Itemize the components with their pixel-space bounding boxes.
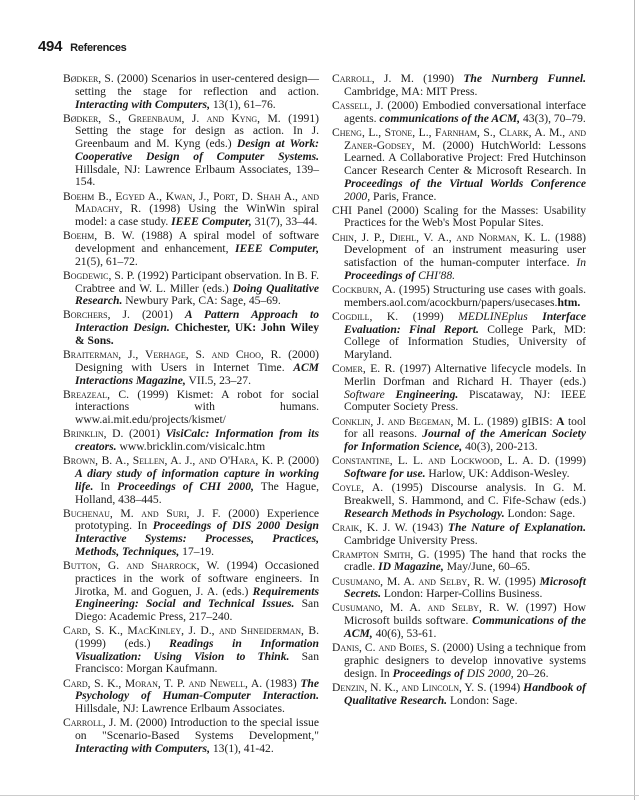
reference-text: , R. (2000) Designing with Users in Internet Time. xyxy=(75,348,319,374)
reference-title: Proceedings of CHI 2000, xyxy=(117,479,254,493)
scan-edge-bottom xyxy=(0,795,639,796)
reference-text: 13(1), 61–76. xyxy=(209,97,276,111)
reference-entry xyxy=(63,717,319,755)
reference-title: The Nurnberg Funnel. xyxy=(463,72,586,85)
reference-authors: Cheng, L., Stone, L., Farnham, S., Clark, A. M., and Zaner-Godsey xyxy=(332,125,586,152)
reference-authors: Borchers xyxy=(63,308,108,322)
reference-authors: Conklin, J. and Begeman xyxy=(332,414,451,428)
reference-text: Newbury Park, CA: Sage, 45–69. xyxy=(122,294,281,308)
reference-text: In xyxy=(93,479,118,493)
reference-authors: Brown, B. A., Sellen, A. J., and O'Hara xyxy=(63,454,256,468)
reference-title: A diary study of information capture in working life. xyxy=(75,467,319,493)
reference-entry xyxy=(332,73,586,99)
reference-entry xyxy=(63,625,319,676)
reference-text: Harlow, UK: Addison-Wesley. xyxy=(425,467,570,481)
reference-title: Proceedings of DIS 2000 Design Interactive Systems: Processes, Practices, Methods, Techniques, xyxy=(75,519,319,558)
reference-authors: Breazeal xyxy=(63,387,108,401)
reference-authors: Carroll xyxy=(63,716,103,730)
reference-authors: Carroll xyxy=(332,72,372,85)
reference-title: IEEE Computer, xyxy=(171,215,252,229)
reference-title: DIS 2000, xyxy=(463,666,514,680)
reference-title: Readings in Information Visualization: Using Vision to Think. xyxy=(75,636,319,663)
reference-title: communications of the ACM, xyxy=(379,111,521,125)
reference-text: , R. W. (1997) How Microsoft builds software. xyxy=(344,601,586,628)
reference-authors: Denzin, N. K., and Lincoln xyxy=(332,680,459,694)
reference-authors: Comer xyxy=(332,362,363,376)
reference-text: , R. W. (1995) xyxy=(467,574,540,588)
reference-text: VII.5, 23–27. xyxy=(185,373,251,387)
reference-text: 43(3), 70–79. xyxy=(520,111,586,125)
reference-authors: Cusumano, M. A. and Selby xyxy=(332,574,468,588)
reference-entry xyxy=(332,602,586,640)
reference-text: www.bricklin.com/visicalc.htm xyxy=(116,440,266,454)
reference-authors: Bødker, S., Greenbaum, J. and Kyng xyxy=(63,111,258,125)
reference-text: , J. (2000) Embodied conversational interface agents. xyxy=(344,98,586,125)
reference-entry xyxy=(332,642,586,680)
reference-authors: Buchenau, M. and Suri xyxy=(63,506,187,520)
reference-text: , K. P. (2000) xyxy=(255,454,319,468)
page-number: 494 xyxy=(38,38,63,55)
reference-authors: Cusumano, M. A. and Selby xyxy=(332,601,480,615)
reference-text: Piscataway, NJ: IEEE Computer Society Press. xyxy=(344,387,586,414)
reference-entry xyxy=(63,191,319,229)
reference-text: , S. (2000) Scenarios in user-centered design—setting the stage for reflection and action. xyxy=(75,72,319,98)
reference-text: Chichester, UK: John Wiley & Sons. xyxy=(75,321,319,347)
references-right-column xyxy=(332,73,586,709)
reference-title: A Pattern Approach to Interaction Design. xyxy=(75,308,319,335)
reference-authors: Boehm xyxy=(63,229,95,243)
reference-entry xyxy=(332,232,586,283)
reference-entry xyxy=(63,508,319,559)
reference-authors: Card, S. K., MacKinley, J. D., and Shneiderman xyxy=(63,624,302,638)
reference-entry xyxy=(332,682,586,708)
reference-entry xyxy=(332,482,586,520)
reference-authors: Cockburn xyxy=(332,282,379,296)
reference-entry xyxy=(332,205,586,231)
reference-text: , E. R. (1997) Alternative lifecycle models. In Merlin Dorfman and Richard H. Thayer (eds.) xyxy=(344,362,586,388)
reference-title: The Psychology of Human-Computer Interaction. xyxy=(75,676,319,703)
reference-text: , J. M. (2000) Introduction to the special issue on "Scenario-Based Systems Development," xyxy=(75,716,319,742)
reference-text: Hillsdale, NJ: Lawrence Erlbaum Associates, 139–154. xyxy=(75,162,319,189)
reference-text: , J. (2001) xyxy=(107,308,185,322)
reference-title: Requirements Engineering: Social and Technical Issues. xyxy=(75,584,319,611)
reference-text: Cambridge, MA: MIT Press. xyxy=(344,84,478,98)
reference-text: , A. (1983) xyxy=(245,676,301,690)
reference-authors: Button, G. and Sharrock xyxy=(63,559,197,573)
reference-title: In xyxy=(576,256,586,270)
reference-title: Design at Work: Cooperative Design of Computer Systems. xyxy=(75,137,319,163)
reference-text: , B. (1999) (eds.) xyxy=(75,624,319,650)
reference-authors: Constantine, L. L. and Lockwood xyxy=(332,454,500,468)
reference-text: , S. (2000) Using a technique from graphic designers to develop innovative systems design. In xyxy=(344,641,586,680)
reference-text: Paris, France. xyxy=(370,189,437,203)
reference-text: , W. (1994) Occasioned practices in the work of software engineers. In Jirotka, M. and Goguen, J. A. (eds.) xyxy=(75,559,319,598)
scan-edge-right xyxy=(634,0,635,800)
reference-text: A xyxy=(556,414,565,428)
reference-authors: Chin, J. P., Diehl, V. A., and Norman xyxy=(332,230,517,244)
reference-text: , M. (1991) Setting the stage for design as action. In J. Greenbaum and M. Kyng (eds.) xyxy=(75,111,319,151)
reference-title: Communications of the ACM, xyxy=(344,614,586,640)
reference-entry xyxy=(332,311,586,362)
reference-text: , K. L. (1988) Development of an instrument measuring user satisfaction of the human-computer interface. xyxy=(344,230,586,270)
section-title: References xyxy=(70,42,127,54)
reference-entry xyxy=(332,455,586,481)
reference-text: , D. (2001) xyxy=(103,427,166,441)
reference-text: , K. (1999) xyxy=(369,309,459,323)
reference-entry xyxy=(332,522,586,548)
reference-text: 40(3), 200-213. xyxy=(462,440,538,454)
reference-title: The Nature of Explanation. xyxy=(447,520,586,534)
reference-text: 17–19. xyxy=(179,544,215,558)
reference-text: London: Sage. xyxy=(447,693,518,707)
reference-text: htm. xyxy=(557,295,581,309)
reference-title: IEEE Computer, xyxy=(234,241,319,255)
reference-entry xyxy=(332,549,586,575)
reference-text: CHI Panel (2000) Scaling for the Masses: Usability Practices for the Web's Most Popular Sites. xyxy=(332,203,586,230)
reference-title: Journal of the American Society for Information Science, xyxy=(344,427,586,454)
reference-entry xyxy=(63,389,319,427)
reference-text: , R. (1998) Using the WinWin spiral model: a case study. xyxy=(75,202,319,229)
reference-authors: Cassell xyxy=(332,98,370,112)
reference-text: , L. A. D. (1999) xyxy=(499,454,586,468)
running-header xyxy=(38,38,126,56)
reference-title: Engineering. xyxy=(384,387,459,401)
reference-title: Software for use. xyxy=(344,467,426,481)
reference-authors: Card, S. K., Moran, T. P. and Newell xyxy=(63,676,246,690)
reference-text: , M. (2000) HutchWorld: Lessons Learned. A Collaborative Project: Fred Hutchinson Cancer Research Center & Microsoft Research. In xyxy=(344,138,586,178)
reference-authors: Craik xyxy=(332,520,360,534)
reference-entry xyxy=(63,560,319,624)
reference-authors: Bødker xyxy=(63,72,99,85)
reference-text: tool for all reasons. xyxy=(344,414,586,441)
reference-authors: Crampton Smith xyxy=(332,547,411,561)
reference-entry xyxy=(332,576,586,602)
reference-text: San Francisco: Morgan Kaufmann. xyxy=(75,649,319,676)
reference-text: , A. (1995) Discourse analysis. In G. M. Breakwell, S. Hammond, and C. Fife-Schaw (eds.) xyxy=(344,481,586,507)
reference-authors: Danis, C. and Boies xyxy=(332,641,425,655)
reference-text: Hillsdale, NJ: Lawrence Erlbaum Associates. xyxy=(75,702,285,716)
reference-text: , C. (1999) Kismet: A robot for social interactions with humans. www.ai.mit.edu/projects/kismet/ xyxy=(75,387,319,427)
reference-entry xyxy=(63,230,319,268)
reference-title: Proceedings of xyxy=(392,666,464,680)
reference-text: , J. F. (2000) Experience prototyping. In xyxy=(75,506,319,533)
reference-entry xyxy=(332,127,586,204)
reference-entry xyxy=(63,73,319,111)
reference-title: Doing Qualitative Research. xyxy=(75,281,319,308)
reference-title: Handbook of Qualitative Research. xyxy=(344,680,586,707)
reference-text: 40(6), 53-61. xyxy=(372,626,437,640)
reference-title: Interacting with Computers, xyxy=(75,97,210,111)
reference-text: , K. J. W. (1943) xyxy=(359,520,448,534)
reference-title: CHI'88. xyxy=(415,268,456,282)
reference-title: MEDLINEplus xyxy=(458,309,528,323)
reference-text: San Diego: Academic Press, 217–240. xyxy=(75,597,320,624)
reference-entry xyxy=(332,363,586,414)
reference-text: , G. (1995) The hand that rocks the cradle. xyxy=(344,547,586,574)
reference-title: Interface Evaluation: Final Report. xyxy=(344,309,587,336)
reference-entry xyxy=(63,270,319,308)
reference-entry xyxy=(63,349,319,387)
reference-title: Research Methods in Psychology. xyxy=(344,506,505,520)
reference-text: , S. P. (1992) Participant observation. In B. F. Crabtree and W. L. Miller (eds.) xyxy=(75,268,319,295)
reference-entry xyxy=(63,309,319,347)
reference-title: Interacting with Computers, xyxy=(75,741,210,755)
reference-entry xyxy=(332,284,586,310)
reference-text: , B. W. (1988) A spiral model of software development and enhancement, xyxy=(75,229,319,255)
reference-entry xyxy=(332,100,586,126)
reference-text: , M. L. (1989) gIBIS: xyxy=(450,414,557,428)
reference-title: ACM Interactions Magazine, xyxy=(75,360,319,387)
reference-text: London: Harper-Collins Business. xyxy=(381,587,543,601)
reference-text: , A. (1995) Structuring use cases with goals. members.aol.com/acockburn/papers/usecases. xyxy=(344,282,586,309)
reference-text: The Hague, Holland, 438–445. xyxy=(75,479,319,506)
reference-text: 13(1), 41-42. xyxy=(209,741,274,755)
reference-entry xyxy=(63,113,319,190)
reference-text: May/June, 60–65. xyxy=(443,560,531,574)
references-left-column xyxy=(63,73,319,757)
reference-title: Microsoft Secrets. xyxy=(344,574,586,601)
reference-text: , Y. S. (1994) xyxy=(459,680,524,694)
reference-authors: Cogdill xyxy=(332,309,370,323)
reference-text: London: Sage. xyxy=(504,506,576,520)
reference-title: Proceedings of the Virtual Worlds Conference xyxy=(344,176,586,190)
reference-authors: Bogdewic xyxy=(63,268,109,282)
reference-title: Software xyxy=(344,387,385,401)
reference-text: , J. M. (1990) xyxy=(371,72,464,85)
reference-entry xyxy=(63,678,319,716)
reference-title: 2000, xyxy=(344,189,371,203)
reference-text: Cambridge University Press. xyxy=(344,533,478,547)
reference-title: VisiCalc: Information from its creators. xyxy=(75,427,319,454)
reference-authors: Brinklin xyxy=(63,427,104,441)
reference-entry xyxy=(332,416,586,454)
reference-text: 31(7), 33–44. xyxy=(251,215,318,229)
reference-authors: Boehm B., Egyed A., Kwan, J., Port, D. Shah A., and Madachy xyxy=(63,189,319,216)
reference-text: 20–26. xyxy=(513,666,549,680)
reference-text: 21(5), 61–72. xyxy=(75,254,138,268)
reference-entry xyxy=(63,428,319,454)
reference-title: Proceedings of xyxy=(344,268,416,282)
reference-authors: Coyle xyxy=(332,481,362,495)
reference-authors: Braiterman, J., Verhage, S. and Choo xyxy=(63,348,261,362)
reference-title: ID Magazine, xyxy=(378,560,444,574)
reference-text: College Park, MD: College of Information Studies, University of Maryland. xyxy=(344,322,587,362)
reference-entry xyxy=(63,455,319,506)
